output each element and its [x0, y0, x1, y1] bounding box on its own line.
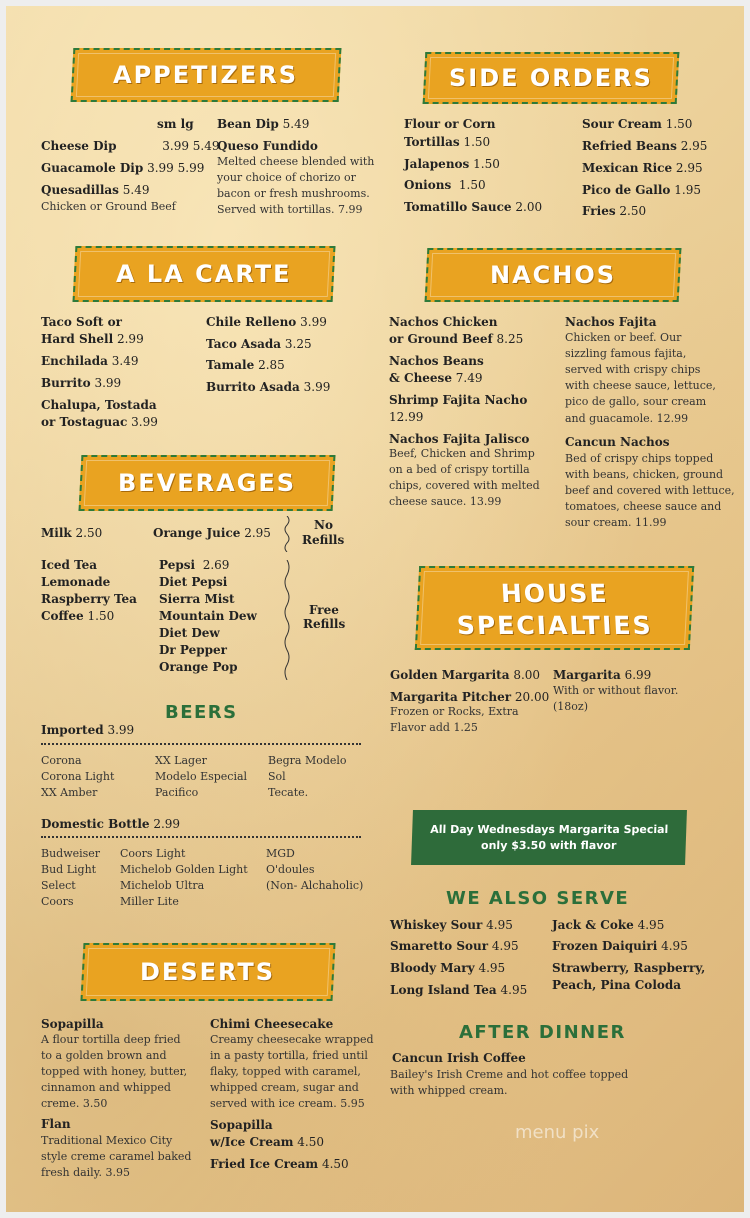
item-desc: Flavor add 1.25: [390, 721, 478, 734]
menu-item: Long Island Tea 4.95: [390, 983, 528, 997]
item-desc: served with crispy chips: [565, 363, 701, 376]
item-desc: chips, covered with melted: [389, 479, 540, 492]
item-desc: (18oz): [553, 700, 588, 713]
item-desc: with cheese sauce, lettuce,: [565, 379, 716, 392]
menu-item: Golden Margarita 8.00: [390, 668, 541, 682]
beer-item: Miller Lite: [120, 895, 179, 908]
beer-item: Michelob Ultra: [120, 879, 205, 892]
drink-item: Raspberry Tea: [41, 592, 137, 606]
menu-item: Onions 1.50: [404, 178, 486, 192]
menu-item: or Tostaguac 3.99: [41, 415, 158, 429]
menu-item: Tamale 2.85: [206, 358, 285, 372]
side-orders-heading: SIDE ORDERS: [449, 64, 653, 92]
free-refills-label: Refills: [303, 617, 346, 631]
no-refills-label: Refills: [302, 533, 345, 547]
beer-item: O'doules: [266, 863, 315, 876]
menu-item: Guacamole Dip 3.99 5.99: [41, 161, 205, 175]
special-line: All Day Wednesdays Margarita Special: [430, 823, 669, 836]
menu-item: Mexican Rice 2.95: [582, 161, 703, 175]
item-desc: beef and covered with lettuce,: [565, 484, 735, 497]
menu-item: Cheese Dip 3.99 5.49: [41, 139, 220, 153]
divider: [41, 836, 361, 838]
item-desc: Melted cheese blended with: [217, 155, 375, 168]
a-la-carte-heading: A LA CARTE: [116, 260, 292, 288]
deserts-banner: [80, 943, 335, 1001]
item-name: Taco Soft or: [41, 315, 122, 329]
a-la-carte-banner: [73, 246, 336, 302]
no-refills-label: No: [314, 518, 333, 532]
item-name: Chimi Cheesecake: [210, 1017, 334, 1031]
item-name: Flan: [41, 1117, 71, 1131]
item-name: Cancun Irish Coffee: [392, 1051, 526, 1065]
menu-item: Burrito 3.99: [41, 376, 122, 390]
item-desc: served with ice cream. 5.95: [210, 1097, 365, 1110]
menu-item: Orange Juice 2.95: [153, 526, 271, 540]
item-desc: with beans, chicken, ground: [565, 468, 724, 481]
menu-item: Bloody Mary 4.95: [390, 961, 506, 975]
drink-item: Sierra Mist: [159, 592, 235, 606]
item-name: Flour or Corn: [404, 117, 496, 131]
item-desc: Chicken or Ground Beef: [41, 200, 176, 213]
item-desc: Chicken or beef. Our: [565, 331, 682, 344]
watermark: menu pix: [515, 1122, 600, 1143]
house-heading-line1: HOUSE: [499, 579, 609, 608]
drink-item: Diet Dew: [159, 626, 220, 640]
item-desc: Bed of crispy chips topped: [565, 452, 714, 465]
deserts-heading: DESERTS: [140, 958, 276, 986]
item-desc: Creamy cheesecake wrapped: [210, 1033, 374, 1046]
item-desc: Beef, Chicken and Shrimp: [389, 447, 535, 460]
item-price: 12.99: [389, 410, 424, 424]
wednesday-special-banner: [411, 810, 687, 865]
menu-item: Fried Ice Cream 4.50: [210, 1157, 349, 1171]
drink-item: Diet Pepsi: [159, 575, 228, 589]
drink-item: Lemonade: [41, 575, 111, 589]
item-desc: tomatoes, cheese sauce and: [565, 500, 722, 513]
beer-item: MGD: [266, 847, 295, 860]
we-also-serve-heading: WE ALSO SERVE: [446, 888, 630, 909]
item-desc: and guacamole. 12.99: [565, 412, 689, 425]
beer-item: Budweiser: [41, 847, 101, 860]
menu-item: & Cheese 7.49: [389, 371, 483, 385]
free-refills-label: Free: [309, 603, 339, 617]
house-specialties-banner: [415, 566, 694, 650]
item-name: Shrimp Fajita Nacho: [389, 393, 528, 407]
drink-item: Pepsi 2.69: [159, 558, 230, 572]
item-desc: in a pasty tortilla, fried until: [210, 1049, 368, 1062]
menu-item: Burrito Asada 3.99: [206, 380, 331, 394]
beer-item: (Non- Alchaholic): [266, 879, 364, 892]
after-dinner-heading: AFTER DINNER: [459, 1022, 626, 1043]
menu-item: Margarita 6.99: [553, 668, 652, 682]
menu-item: Taco Asada 3.25: [206, 337, 312, 351]
menu-item: Imported 3.99: [41, 723, 135, 737]
menu-item: Pico de Gallo 1.95: [582, 183, 701, 197]
beer-item: XX Amber: [41, 786, 98, 799]
drink-item: Mountain Dew: [159, 609, 257, 623]
menu-item: Quesadillas 5.49: [41, 183, 150, 197]
item-desc: bacon or fresh mushrooms.: [217, 187, 370, 200]
beer-item: Coors: [41, 895, 74, 908]
beer-item: Select: [41, 879, 76, 892]
menu-item: or Ground Beef 8.25: [389, 332, 524, 346]
menu-item: Domestic Bottle 2.99: [41, 817, 181, 831]
item-desc: flaky, topped with caramel,: [210, 1065, 361, 1078]
size-header: sm lg: [157, 117, 194, 131]
item-name: Nachos Fajita: [565, 315, 657, 329]
beer-item: Corona Light: [41, 770, 115, 783]
beer-item: Begra Modelo: [268, 754, 347, 767]
item-desc: whipped cream, sugar and: [210, 1081, 359, 1094]
item-desc: Bailey's Irish Creme and hot coffee topped: [390, 1068, 629, 1081]
menu-item: Frozen Daiquiri 4.95: [552, 939, 688, 953]
nachos-banner: [425, 248, 682, 302]
beer-item: Sol: [268, 770, 286, 783]
menu-item: Tortillas 1.50: [404, 135, 491, 149]
item-desc: on a bed of crispy tortilla: [389, 463, 530, 476]
menu-item: w/Ice Cream 4.50: [210, 1135, 324, 1149]
menu-item: Whiskey Sour 4.95: [390, 918, 513, 932]
house-heading-line2: SPECIALTIES: [455, 611, 653, 640]
beer-item: Bud Light: [41, 863, 97, 876]
beer-item: Corona: [41, 754, 82, 767]
item-desc: your choice of chorizo or: [217, 171, 356, 184]
item-name: Strawberry, Raspberry,: [552, 961, 706, 975]
menu-item: Jalapenos 1.50: [404, 157, 500, 171]
item-desc: cheese sauce. 13.99: [389, 495, 502, 508]
item-desc: cinnamon and whipped: [41, 1081, 171, 1094]
beer-item: Modelo Especial: [155, 770, 248, 783]
item-desc: Traditional Mexico City: [41, 1134, 173, 1147]
menu-item: Smaretto Sour 4.95: [390, 939, 519, 953]
item-name: Sopapilla: [41, 1017, 104, 1031]
menu-item: Tomatillo Sauce 2.00: [404, 200, 543, 214]
menu-item: Chile Relleno 3.99: [206, 315, 327, 329]
item-desc: creme. 3.50: [41, 1097, 108, 1110]
item-name: Nachos Beans: [389, 354, 484, 368]
beer-item: Pacifico: [155, 786, 199, 799]
menu-item: Bean Dip 5.49: [217, 117, 310, 131]
brace-free-refills: [283, 560, 291, 680]
item-name: Cancun Nachos: [565, 435, 670, 449]
item-name: Chalupa, Tostada: [41, 398, 157, 412]
brace-no-refills: [283, 516, 291, 552]
menu-item: Fries 2.50: [582, 204, 647, 218]
beers-heading: BEERS: [165, 702, 238, 723]
item-desc: to a golden brown and: [41, 1049, 167, 1062]
item-name: Queso Fundido: [217, 139, 318, 153]
drink-item: Iced Tea: [41, 558, 98, 572]
appetizers-heading: APPETIZERS: [113, 61, 299, 89]
menu-item: Jack & Coke 4.95: [552, 918, 665, 932]
divider: [41, 743, 361, 745]
side-orders-banner: [423, 52, 680, 104]
item-desc: Frozen or Rocks, Extra: [390, 705, 519, 718]
drink-item: Dr Pepper: [159, 643, 227, 657]
drink-item: Coffee 1.50: [41, 609, 115, 623]
item-desc: fresh daily. 3.95: [41, 1166, 130, 1179]
beer-item: Michelob Golden Light: [120, 863, 248, 876]
beverages-heading: BEVERAGES: [117, 469, 297, 497]
item-desc: topped with honey, butter,: [41, 1065, 188, 1078]
item-desc: Served with tortillas. 7.99: [217, 203, 363, 216]
item-desc: A flour tortilla deep fried: [41, 1033, 181, 1046]
menu-item: Refried Beans 2.95: [582, 139, 708, 153]
item-desc: With or without flavor.: [553, 684, 679, 697]
item-desc: style creme caramel baked: [41, 1150, 192, 1163]
item-desc: pico de gallo, sour cream: [565, 395, 707, 408]
special-line: only $3.50 with flavor: [480, 839, 617, 852]
beer-item: XX Lager: [155, 754, 207, 767]
menu-item: Margarita Pitcher 20.00: [390, 690, 550, 704]
item-desc: sour cream. 11.99: [565, 516, 667, 529]
item-desc: sizzling famous fajita,: [565, 347, 687, 360]
nachos-heading: NACHOS: [489, 261, 617, 289]
item-name: Peach, Pina Coloda: [552, 978, 682, 992]
menu-item: Sour Cream 1.50: [582, 117, 693, 131]
drink-item: Orange Pop: [159, 660, 238, 674]
item-name: Nachos Fajita Jalisco: [389, 432, 530, 446]
beer-item: Coors Light: [120, 847, 186, 860]
item-desc: with whipped cream.: [390, 1084, 508, 1097]
menu-item: Enchilada 3.49: [41, 354, 139, 368]
menu-item: Milk 2.50: [41, 526, 103, 540]
item-name: Sopapilla: [210, 1118, 273, 1132]
menu-item: Hard Shell 2.99: [41, 332, 144, 346]
item-name: Nachos Chicken: [389, 315, 498, 329]
beverages-banner: [79, 455, 336, 511]
beer-item: Tecate.: [268, 786, 309, 799]
appetizers-banner: [71, 48, 342, 102]
